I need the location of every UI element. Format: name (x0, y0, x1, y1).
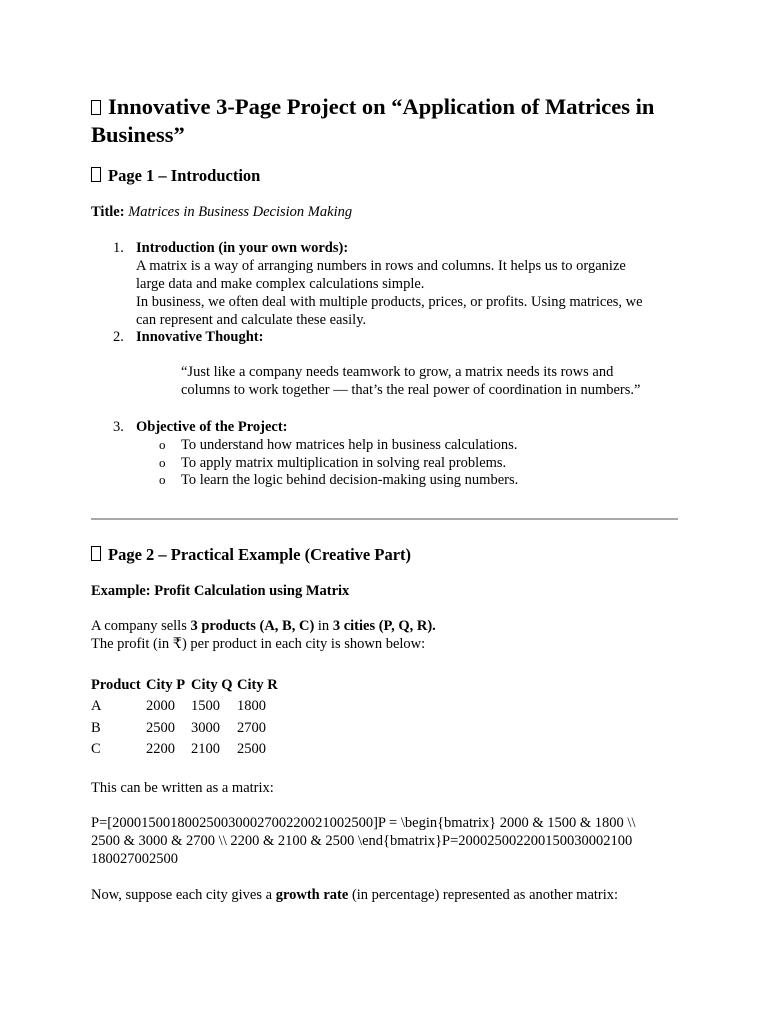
table-cell: 2500 (146, 719, 175, 736)
matrix-expression (91, 814, 681, 868)
bullet-icon: o (159, 437, 166, 452)
table-cell: C (91, 741, 101, 758)
table-cell: 2500 (237, 741, 266, 758)
paragraph-line: A matrix is a way of arranging numbers in rows and columns. It helps us to organize (136, 258, 626, 274)
table-header-row (91, 674, 282, 696)
bullet-icon: o (159, 472, 166, 487)
item-label: Innovative Thought: (136, 329, 264, 345)
table-cell: 2000 (146, 698, 175, 715)
paragraph-line: can represent and calculate these easily. (136, 312, 367, 328)
table-cell: 2200 (146, 741, 175, 758)
objective-bullet: To apply matrix multiplication in solving real problems. (181, 455, 507, 471)
quote-line: “Just like a company needs teamwork to grow, a matrix needs its rows and (181, 364, 614, 380)
page1-title-line (91, 203, 352, 221)
table-cell: 1800 (237, 698, 266, 715)
item-label: Objective of the Project: (136, 419, 288, 435)
table-row (91, 739, 282, 761)
table-cell: 2100 (191, 741, 220, 758)
example-intro: A company sells 3 products (A, B, C) in 3 cities (P, Q, R). The profit (in ₹) per product in each city is shown below: (91, 618, 436, 652)
example-title: Example: Profit Calculation using Matrix (91, 583, 350, 599)
quote-block (181, 363, 671, 399)
introduction-item (136, 239, 681, 329)
table-cell: B (91, 719, 101, 736)
missing-glyph-icon (91, 546, 101, 561)
matrix-line: 2500 & 3000 & 2700 \\ 2200 & 2100 & 2500 \end{bmatrix}P=200025002200150030002100 (91, 833, 633, 849)
missing-glyph-icon (91, 167, 101, 182)
paragraph-line: In business, we often deal with multiple products, prices, or profits. Using matrices, we (136, 294, 643, 310)
list-number: 1. (113, 240, 124, 256)
title-value: Matrices in Business Decision Making (128, 204, 353, 220)
section-divider (91, 518, 678, 520)
list-number: 3. (113, 419, 124, 435)
objective-bullet: To understand how matrices help in business calculations. (181, 437, 518, 453)
page1-heading: Page 1 – Introduction (91, 166, 260, 186)
column-header: City P (146, 676, 186, 693)
title-label: Title: (91, 204, 125, 220)
item-label: Introduction (in your own words): (136, 240, 349, 256)
column-header: City Q (191, 676, 233, 693)
document-title: Innovative 3-Page Project on “Application of Matrices in Business” (91, 94, 655, 147)
column-header: City R (237, 676, 278, 693)
table-cell: A (91, 698, 102, 715)
innovative-thought-item (136, 328, 681, 346)
bullet-icon: o (159, 455, 166, 470)
table-cell: 2700 (237, 719, 266, 736)
matrix-intro: This can be written as a matrix: (91, 780, 274, 796)
missing-glyph-icon (91, 100, 101, 115)
table-row (91, 696, 282, 718)
profit-table (91, 674, 282, 760)
quote-line: columns to work together — that’s the real power of coordination in numbers.” (181, 382, 641, 398)
table-row (91, 717, 282, 739)
column-header: Product (91, 676, 141, 693)
objective-bullet: To learn the logic behind decision-making using numbers. (181, 472, 519, 488)
page2-heading: Page 2 – Practical Example (Creative Part) (91, 545, 411, 565)
matrix-line: P=[200015001800250030002700220021002500]P = \begin{bmatrix} 2000 & 1500 & 1800 \\ (91, 815, 636, 831)
growth-rate-text: Now, suppose each city gives a growth rate (in percentage) represented as another matrix: (91, 887, 619, 903)
table-cell: 3000 (191, 719, 220, 736)
table-cell: 1500 (191, 698, 220, 715)
paragraph-line: large data and make complex calculations simple. (136, 276, 425, 292)
matrix-line: 180027002500 (91, 851, 178, 867)
list-number: 2. (113, 329, 124, 345)
objective-item (136, 418, 681, 436)
